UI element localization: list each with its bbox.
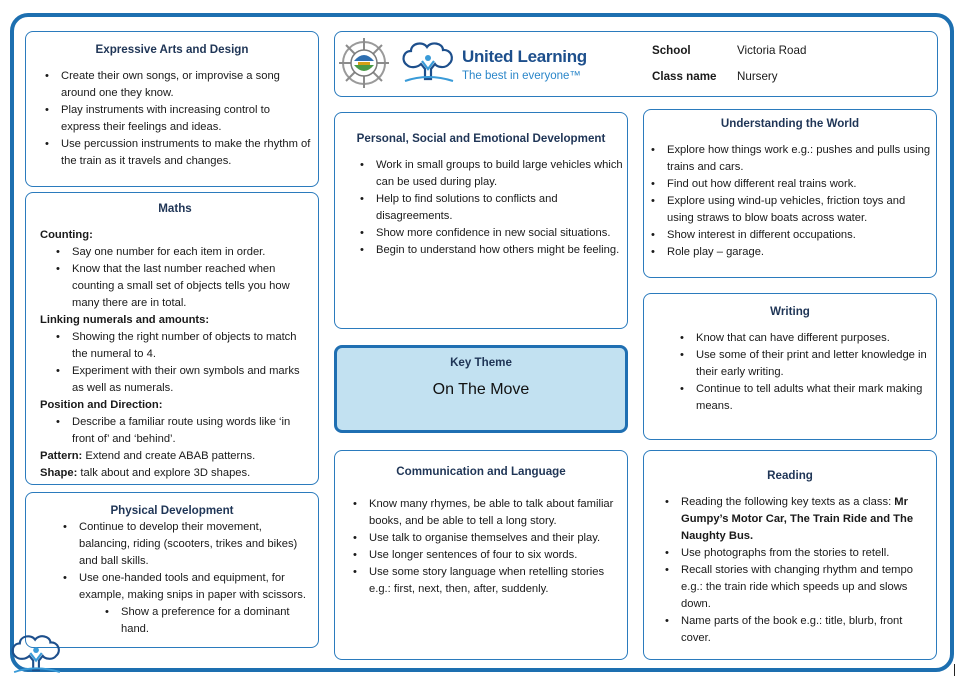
brand-tagline: The best in everyone™ [462, 70, 581, 82]
reading-panel [643, 450, 937, 660]
linking-list [40, 329, 310, 397]
list-item: • Explore using wind-up vehicles, friction toys and using straws to blow boats across water. [667, 193, 932, 227]
list-item: • Use some story language when retelling stories e.g.: first, next, then, after, suddenly. [369, 564, 623, 598]
psed-title: Personal, Social and Emotional Development [356, 132, 606, 145]
pattern-line [40, 448, 310, 465]
list-item: • Name parts of the book e.g.: title, blurb, front cover. [681, 613, 930, 647]
list-item: • Know that can have different purposes. [696, 330, 930, 347]
list-item: • Show more confidence in new social situations. [376, 225, 623, 242]
shape-label: Shape: [40, 467, 78, 479]
psed-list [335, 157, 627, 259]
list-item: • Know that the last number reached when counting a small set of objects tells you how many there are in total. [72, 261, 310, 312]
footer-tree-icon [8, 632, 66, 674]
list-item: • Know many rhymes, be able to talk about familiar books, and be able to tell a long story. [369, 496, 623, 530]
list-item: • Begin to understand how others might be feeling. [376, 242, 623, 259]
reading-list [644, 494, 936, 647]
list-item: • Use percussion instruments to make the rhythm of the train as it travels and changes. [61, 136, 312, 170]
physical-panel [25, 492, 319, 648]
list-item: • Say one number for each item in order. [72, 244, 310, 261]
shape-line [40, 465, 310, 482]
list-item: • Use one-handed tools and equipment, for example, making snips in paper with scissors. [79, 570, 314, 604]
key-theme-value: On The Move [432, 381, 530, 398]
position-heading: Position and Direction: [40, 399, 163, 411]
key-theme-panel [334, 345, 628, 433]
maths-panel [25, 192, 319, 485]
reading-key-texts: Mr Gumpy’s Motor Car, The Train Ride and The Naughty Bus. [681, 496, 914, 542]
pattern-label: Pattern: [40, 450, 83, 462]
counting-heading: Counting: [40, 229, 93, 241]
list-item: • Role play – garage. [667, 244, 932, 261]
list-item: • Show a preference for a dominant hand. [121, 604, 308, 638]
writing-list [644, 330, 936, 415]
understanding-title: Understanding the World [720, 117, 860, 130]
school-label: School [652, 44, 691, 57]
list-item: • Help to find solutions to conflicts and disagreements. [376, 191, 623, 225]
communication-panel [334, 450, 628, 660]
united-learning-tree-icon [399, 39, 459, 83]
list-item: • Use talk to organise themselves and their play. [369, 530, 623, 547]
expressive-arts-panel [25, 31, 319, 187]
counting-list [40, 244, 310, 312]
list-item: • Use longer sentences of four to six words. [369, 547, 623, 564]
key-theme-label: Key Theme [450, 356, 512, 369]
school-crest-logo [338, 37, 390, 89]
writing-panel [643, 293, 937, 440]
list-item: • Create their own songs, or improvise a song around one they know. [61, 68, 312, 102]
list-item [681, 494, 930, 545]
expressive-arts-title: Expressive Arts and Design [95, 43, 249, 56]
header-panel [334, 31, 938, 97]
reading-first-prefix: Reading the following key texts as a class: [681, 496, 895, 508]
brand-name: United Learning [462, 47, 587, 66]
pattern-text: Extend and create ABAB patterns. [82, 450, 256, 462]
understanding-list [644, 142, 936, 261]
list-item: • Describe a familiar route using words like ‘in front of’ and ‘behind’. [72, 414, 310, 448]
communication-title: Communication and Language [396, 465, 566, 478]
psed-panel [334, 112, 628, 329]
list-item: • Continue to tell adults what their mark making means. [696, 381, 930, 415]
list-item: • Use some of their print and letter knowledge in their early writing. [696, 347, 930, 381]
maths-title: Maths [158, 202, 192, 215]
list-item: • Work in small groups to build large vehicles which can be used during play. [376, 157, 623, 191]
list-item: • Continue to develop their movement, balancing, riding (scooters, trikes and bikes) and ball skills. [79, 519, 314, 570]
list-item: • Explore how things work e.g.: pushes and pulls using trains and cars. [667, 142, 932, 176]
list-item: • Show interest in different occupations. [667, 227, 932, 244]
list-item: • Experiment with their own symbols and marks as well as numerals. [72, 363, 310, 397]
list-item: • Find out how different real trains work. [667, 176, 932, 193]
expressive-arts-list [26, 68, 318, 170]
list-item: • Use photographs from the stories to retell. [681, 545, 930, 562]
position-list [40, 414, 310, 448]
shape-text: talk about and explore 3D shapes. [77, 467, 251, 479]
reading-title: Reading [767, 469, 813, 482]
list-item: • Recall stories with changing rhythm and tempo e.g.: the train ride which speeds up and slows down. [681, 562, 930, 613]
communication-list [335, 496, 627, 598]
class-value: Nursery [737, 70, 778, 83]
writing-title: Writing [770, 305, 810, 318]
edge-mark [954, 664, 955, 676]
linking-heading: Linking numerals and amounts: [40, 314, 210, 326]
list-item: • Showing the right number of objects to match the numeral to 4. [72, 329, 310, 363]
school-value: Victoria Road [737, 44, 807, 57]
physical-list [26, 519, 318, 604]
class-label: Class name [652, 70, 717, 83]
physical-title: Physical Development [110, 504, 234, 517]
list-item: • Play instruments with increasing control to express their feelings and ideas. [61, 102, 312, 136]
understanding-panel [643, 109, 937, 278]
physical-nested-list [26, 604, 318, 638]
